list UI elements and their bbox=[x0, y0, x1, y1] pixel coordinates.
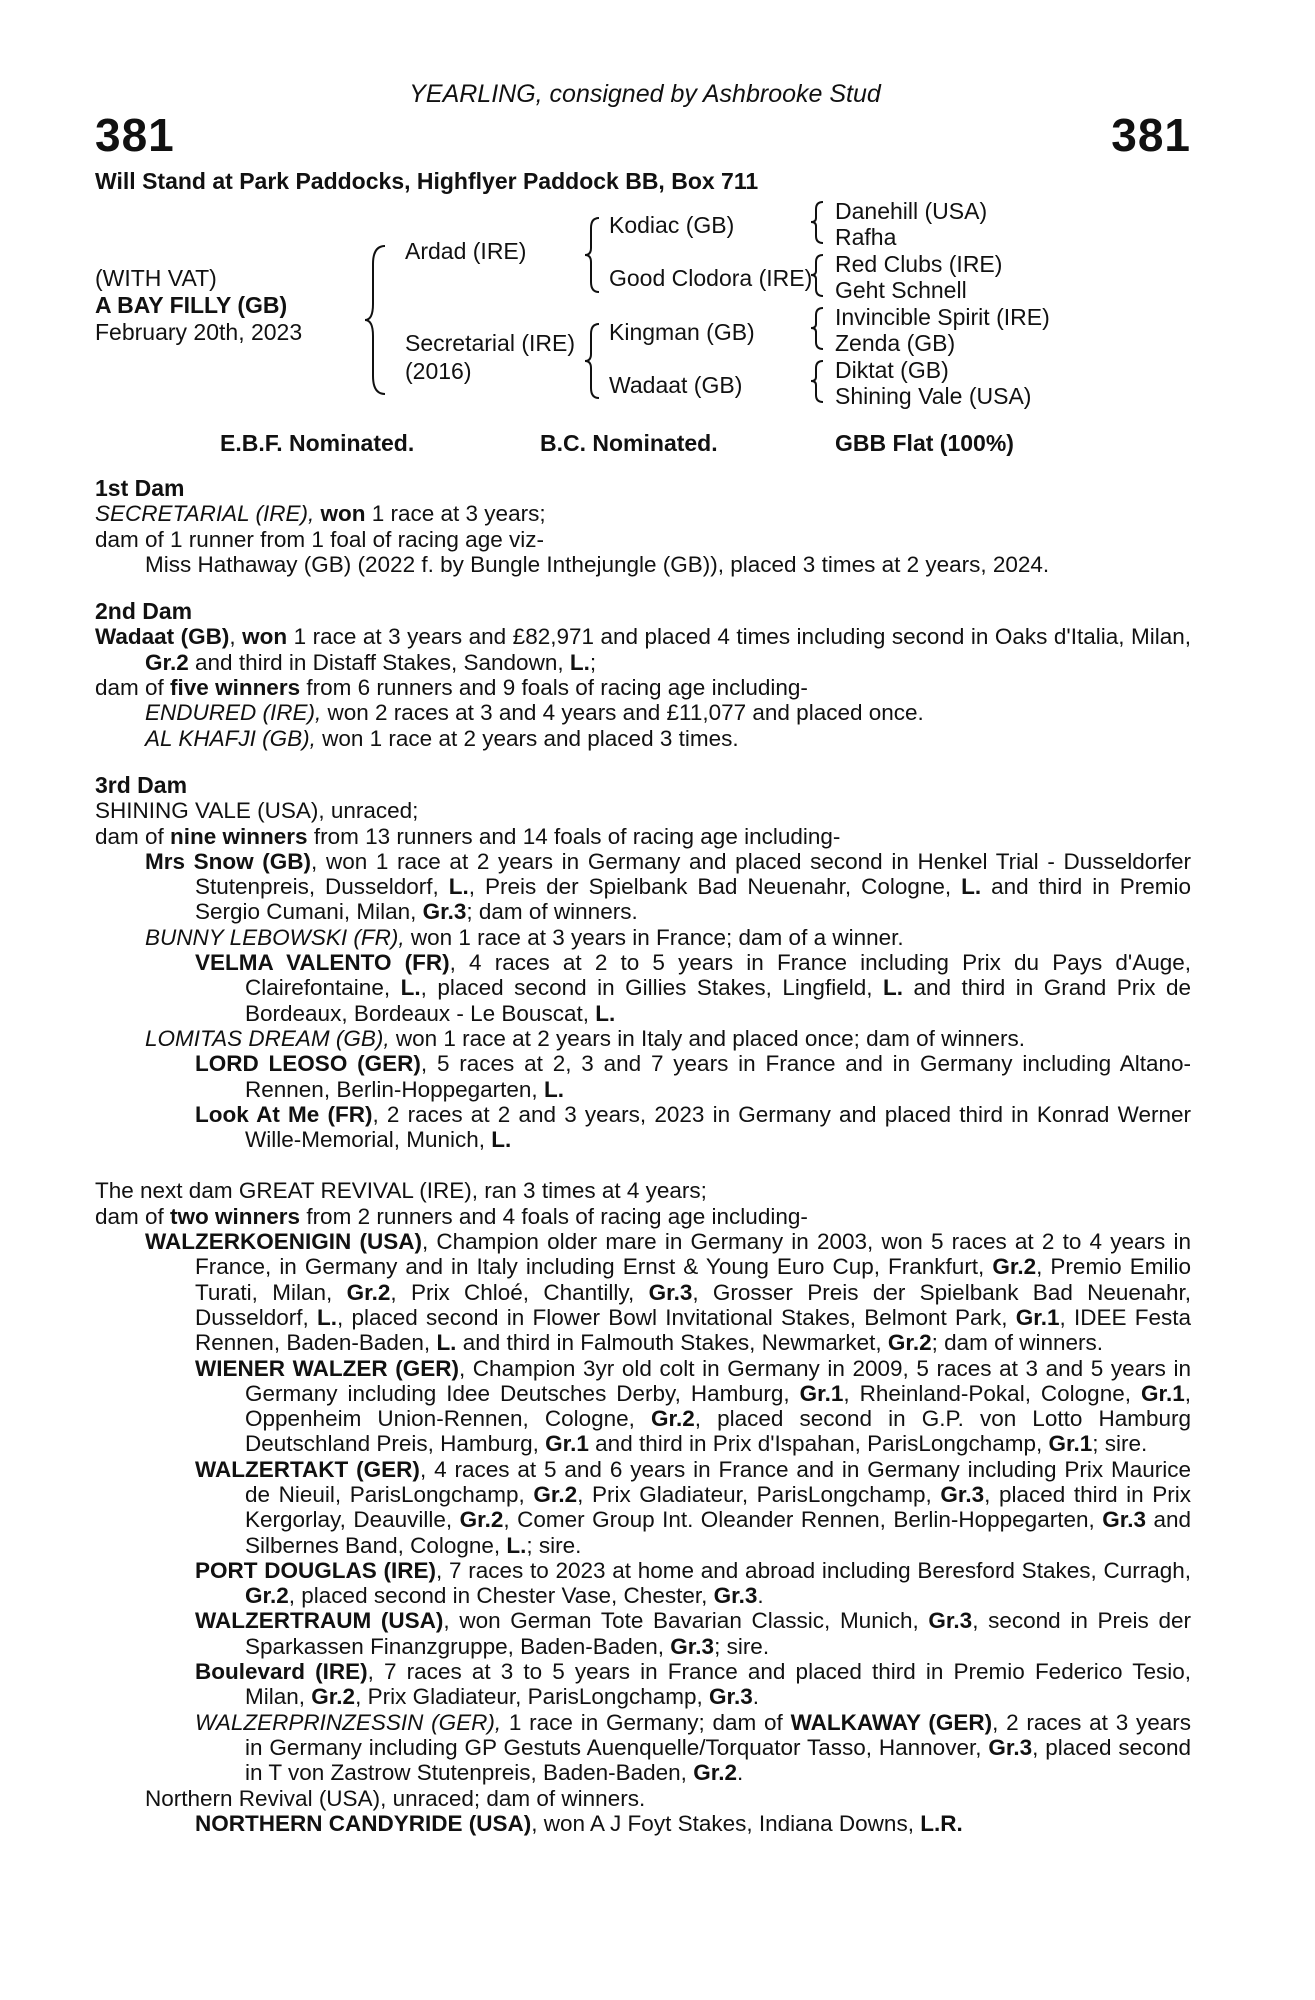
next-dam-produce: dam of two winners from 2 runners and 4 foals of racing age including- bbox=[95, 1203, 808, 1229]
sire-dam: Good Clodora (IRE) bbox=[609, 265, 813, 291]
horse-name: A BAY FILLY (GB) bbox=[95, 292, 288, 318]
grandparent-braces bbox=[809, 200, 829, 420]
third-dam-heading: 3rd Dam bbox=[95, 771, 188, 798]
produce-record bbox=[95, 476, 1191, 1836]
gg-dam-4: Shining Vale (USA) bbox=[835, 383, 1032, 409]
produce-entry: WALZERTRAUM (USA), won German Tote Bavarian Classic, Munich, Gr.3, second in Preis der Sparkassen Finanzgruppe, Baden-Baden, Gr.3; sire. bbox=[195, 1608, 1191, 1659]
sire-sire: Kodiac (GB) bbox=[609, 212, 735, 238]
produce-entry: WALZERTAKT (GER), 4 races at 5 and 6 years in France and in Germany including Prix Maurice de Nieuil, ParisLongchamp, Gr.2, Prix Gladiateur, ParisLongchamp, Gr.3, placed third in Prix Kergorlay, Deauville, Gr.2, Comer Group Int. Oleander Rennen, Berlin-Hoppegarten, Gr.3 and Silbernes Band, Cologne, L.; sire. bbox=[195, 1456, 1191, 1558]
produce-entry: WIENER WALZER (GER), Champion 3yr old colt in Germany in 2009, 5 races at 3 and 5 years in Germany including Idee Deutsches Derby, Hamburg, Gr.1, Rheinland-Pokal, Cologne, Gr.1, Oppenheim Union-Rennen, Cologne, Gr.2, placed second in G.P. von Lotto Hamburg Deutschland Preis, Hamburg, Gr.1 and third in Prix d'Ispahan, ParisLongchamp, Gr.1; sire. bbox=[195, 1355, 1191, 1457]
produce-entry: ENDURED (IRE), won 2 races at 3 and 4 years and £11,077 and placed once. bbox=[145, 700, 924, 726]
ebf-nomination: E.B.F. Nominated. bbox=[220, 430, 415, 456]
third-dam-line: SHINING VALE (USA), unraced; bbox=[95, 798, 419, 824]
second-dam-line: Wadaat (GB), won 1 race at 3 years and £82,971 and placed 4 times including second in Oaks d'Italia, Milan, Gr.2 and third in Distaff Stakes, Sandown, L.; bbox=[95, 624, 1191, 675]
lot-number-left: 381 bbox=[95, 109, 175, 161]
produce-entry: Boulevard (IRE), 7 races at 3 to 5 years in France and placed third in Premio Federico Tesio, Milan, Gr.2, Prix Gladiateur, ParisLongchamp, Gr.3. bbox=[195, 1659, 1191, 1710]
lot-number-right: 381 bbox=[1111, 109, 1191, 161]
dam: Secretarial (IRE) bbox=[405, 330, 575, 356]
dam-year: (2016) bbox=[405, 358, 472, 384]
next-dam-line: The next dam GREAT REVIVAL (IRE), ran 3 times at 4 years; bbox=[95, 1178, 707, 1204]
first-dam-produce: dam of 1 runner from 1 foal of racing age viz- bbox=[95, 526, 544, 552]
vat-note: (WITH VAT) bbox=[95, 265, 217, 291]
third-dam-produce: dam of nine winners from 13 runners and 14 foals of racing age including- bbox=[95, 823, 841, 849]
sire-brace bbox=[583, 214, 603, 296]
produce-entry: BUNNY LEBOWSKI (FR), won 1 race at 3 years in France; dam of a winner. bbox=[145, 924, 904, 950]
produce-entry: VELMA VALENTO (FR), 4 races at 2 to 5 years in France including Prix du Pays d'Auge, Clairefontaine, L., placed second in Gillies Stakes, Lingfield, L. and third in Grand Prix de Bordeaux, Bordeaux - Le Bouscat, L. bbox=[195, 950, 1191, 1026]
stand-location: Will Stand at Park Paddocks, Highflyer Paddock BB, Box 711 bbox=[95, 168, 759, 194]
dam-sire: Kingman (GB) bbox=[609, 319, 755, 345]
produce-entry: WALZERKOENIGIN (USA), Champion older mare in Germany in 2003, won 5 races at 2 to 4 years in France, in Germany and in Italy including Ernst & Young Euro Cup, Frankfurt, Gr.2, Premio Emilio Turati, Milan, Gr.2, Prix Chloé, Chantilly, Gr.3, Grosser Preis der Spielbank Bad Neuenahr, Dusseldorf, L., placed second in Flower Bowl Invitational Stakes, Belmont Park, Gr.1, IDEE Festa Rennen, Baden-Baden, L. and third in Falmouth Stakes, Newmarket, Gr.2; dam of winners. bbox=[145, 1229, 1191, 1356]
gg-sire-3: Invincible Spirit (IRE) bbox=[835, 304, 1050, 330]
first-dam-heading: 1st Dam bbox=[95, 475, 185, 501]
gg-dam-3: Zenda (GB) bbox=[835, 330, 956, 356]
second-dam-heading: 2nd Dam bbox=[95, 598, 193, 625]
gbb-flat: GBB Flat (100%) bbox=[835, 430, 1014, 456]
gg-sire-2: Red Clubs (IRE) bbox=[835, 251, 1003, 277]
second-dam-produce: dam of five winners from 6 runners and 9 foals of racing age including- bbox=[95, 675, 808, 701]
dam-brace bbox=[583, 320, 603, 402]
gg-dam-1: Rafha bbox=[835, 224, 897, 250]
bc-nomination: B.C. Nominated. bbox=[540, 430, 718, 456]
gg-dam-2: Geht Schnell bbox=[835, 277, 967, 303]
gg-sire-4: Diktat (GB) bbox=[835, 357, 949, 383]
gg-sire-1: Danehill (USA) bbox=[835, 198, 988, 224]
produce-entry: WALZERPRINZESSIN (GER), 1 race in Germany; dam of WALKAWAY (GER), 2 races at 3 years in Germany including GP Gestuts Auenquelle/Torquator Tasso, Hannover, Gr.3, placed second in T von Zastrow Stutenpreis, Baden-Baden, Gr.2. bbox=[195, 1709, 1191, 1786]
produce-entry: LOMITAS DREAM (GB), won 1 race at 2 years in Italy and placed once; dam of winners. bbox=[145, 1025, 1025, 1051]
produce-entry: LORD LEOSO (GER), 5 races at 2, 3 and 7 years in France and in Germany including Altano-Rennen, Berlin-Hoppegarten, L. bbox=[195, 1051, 1192, 1102]
consignment-line: YEARLING, consigned by Ashbrooke Stud bbox=[409, 80, 881, 108]
main-brace bbox=[363, 240, 393, 400]
dam-dam: Wadaat (GB) bbox=[609, 372, 743, 398]
sire: Ardad (IRE) bbox=[405, 238, 527, 264]
produce-entry: PORT DOUGLAS (IRE), 7 races to 2023 at home and abroad including Beresford Stakes, Curragh, Gr.2, placed second in Chester Vase, Chester, Gr.3. bbox=[195, 1557, 1191, 1609]
produce-entry: Look At Me (FR), 2 races at 2 and 3 years, 2023 in Germany and placed third in Konrad Werner Wille-Memorial, Munich, L. bbox=[195, 1101, 1191, 1153]
produce-entry: Northern Revival (USA), unraced; dam of winners. bbox=[145, 1785, 646, 1811]
produce-entry: AL KHAFJI (GB), won 1 race at 2 years and placed 3 times. bbox=[145, 725, 739, 751]
produce-entry: Mrs Snow (GB), won 1 race at 2 years in Germany and placed second in Henkel Trial - Dusseldorfer Stutenpreis, Dusseldorf, L., Preis der Spielbank Bad Neuenahr, Cologne, L. and third in Premio Sergio Cumani, Milan, Gr.3; dam of winners. bbox=[145, 848, 1192, 925]
first-dam-line: SECRETARIAL (IRE), won 1 race at 3 years; bbox=[95, 501, 546, 527]
foaling-date: February 20th, 2023 bbox=[95, 319, 303, 345]
produce-entry: NORTHERN CANDYRIDE (USA), won A J Foyt Stakes, Indiana Downs, L.R. bbox=[195, 1810, 963, 1836]
first-dam-foal: Miss Hathaway (GB) (2022 f. by Bungle Inthejungle (GB)), placed 3 times at 2 years, 2024. bbox=[145, 551, 1050, 577]
